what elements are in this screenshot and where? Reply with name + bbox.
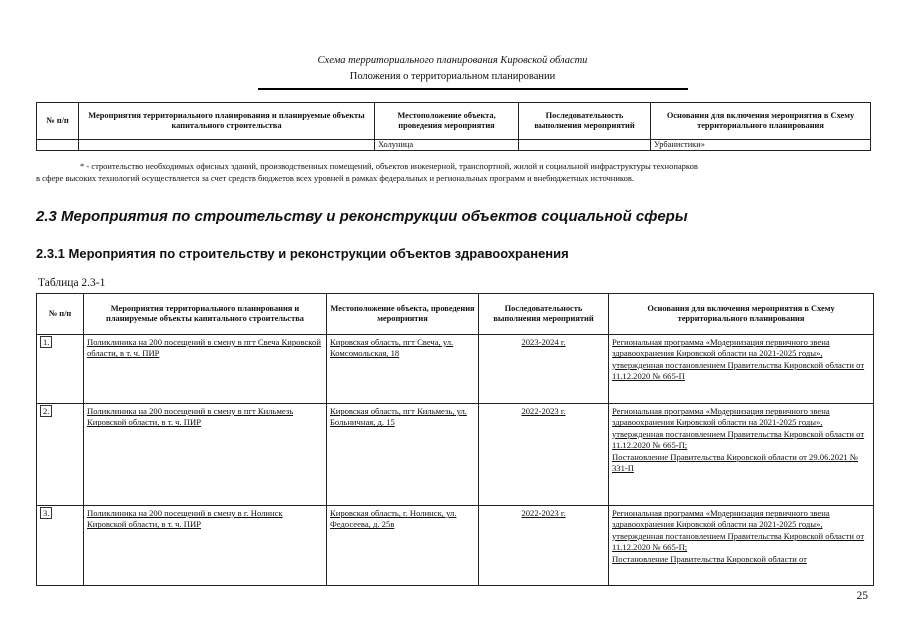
table-caption: Таблица 2.3-1 [38, 277, 106, 289]
table-row [37, 140, 871, 151]
footnote-line-2: в сфере высоких технологий осуществляется за счет средств бюджетов всех уровней в рамках федеральных и региональных программ и внебюджетных источников. [36, 173, 634, 183]
basis-item: Региональная программа «Модернизация первичного звена здравоохранения Кировской области на 2021-2025 годы», утвержденная постановлением Правительства Кировской области от 11.12.2020 № 665-П; [612, 406, 865, 451]
cell-event: Поликлиника на 200 посещений в смену в пгт Кильмезь Кировской области, в т. ч. ПИР [84, 404, 327, 506]
col-header-number: № п/п [37, 294, 84, 335]
basis-item: Постановление Правительства Кировской области от [612, 553, 807, 564]
cell-basis [609, 335, 874, 404]
cell-sequence: 2022-2023 г. [479, 404, 609, 506]
row-number: 3. [40, 507, 52, 519]
cell-sequence [519, 140, 651, 151]
col-header-event: Мероприятия территориального планирования и планируемые объекты капитального строительства [84, 294, 327, 335]
cell-location: Кировская область, пгт Кильмезь, ул. Больничная, д. 15 [327, 404, 479, 506]
table-header-row [37, 103, 871, 140]
cell-basis: Урбанистики» [651, 140, 871, 151]
cell-location: Холуница [375, 140, 519, 151]
col-header-location: Местоположение объекта, проведения мероприятия [375, 103, 519, 140]
page-number: 25 [856, 590, 868, 602]
document-header-title: Схема территориального планирования Кировской области [317, 55, 588, 66]
subsection-heading: 2.3.1 Мероприятия по строительству и реконструкции объектов здравоохранения [36, 246, 569, 261]
cell-sequence: 2023-2024 г. [479, 335, 609, 404]
table-header-row [37, 294, 874, 335]
cell-sequence: 2022-2023 г. [479, 506, 609, 586]
cell-event: Поликлиника на 200 посещений в смену в г. Нолинск Кировской области, в т. ч. ПИР [84, 506, 327, 586]
table-row [37, 335, 874, 404]
table-row [37, 404, 874, 506]
cell-event: Поликлиника на 200 посещений в смену в пгт Свеча Кировской области, в т. ч. ПИР [84, 335, 327, 404]
section-heading: 2.3 Мероприятия по строительству и реконструкции объектов социальной сферы [36, 208, 688, 225]
col-header-sequence: Последовательность выполнения мероприятий [519, 103, 651, 140]
cell-number [37, 335, 84, 404]
col-header-location: Местоположение объекта, проведения мероприятия [327, 294, 479, 335]
col-header-basis: Основания для включения мероприятия в Схему территориального планирования [609, 294, 874, 335]
cell-event [79, 140, 375, 151]
cell-location: Кировская область, г. Нолинск, ул. Федосеева, д. 25в [327, 506, 479, 586]
cell-basis [609, 404, 874, 506]
cell-number [37, 140, 79, 151]
cell-basis [609, 506, 874, 586]
footnote [36, 160, 872, 184]
row-number: 1. [40, 336, 52, 348]
col-header-event: Мероприятия территориального планирования и планируемые объекты капитального строительства [79, 103, 375, 140]
cell-location: Кировская область, пгт Свеча, ул. Комсомольская, 18 [327, 335, 479, 404]
col-header-number: № п/п [37, 103, 79, 140]
header-divider [258, 88, 688, 90]
footnote-line-1: * - строительство необходимых офисных зданий, производственных помещений, объектов инженерной, транспортной, жилой и социальной инфраструктуры технопарков [80, 161, 698, 171]
basis-item: Региональная программа «Модернизация первичного звена здравоохранения Кировской области на 2021-2025 годы», утвержденная постановлением Правительства Кировской области от 11.12.2020 № 665-П [612, 337, 865, 382]
basis-item: Региональная программа «Модернизация первичного звена здравоохранения Кировской области на 2021-2025 годы», утвержденная постановлением Правительства Кировской области от 11.12.2020 № 665-П; [612, 508, 865, 553]
document-header-subtitle: Положения о территориальном планировании [349, 71, 556, 82]
basis-item: Постановление Правительства Кировской области от 29.06.2021 № 331-П [612, 451, 859, 474]
col-header-basis: Основания для включения мероприятия в Схему территориального планирования [651, 103, 871, 140]
healthcare-table [36, 293, 874, 586]
cell-number [37, 506, 84, 586]
row-number: 2. [40, 405, 52, 417]
col-header-sequence: Последовательность выполнения мероприятий [479, 294, 609, 335]
continued-table [36, 102, 871, 151]
cell-number [37, 404, 84, 506]
table-row [37, 506, 874, 586]
